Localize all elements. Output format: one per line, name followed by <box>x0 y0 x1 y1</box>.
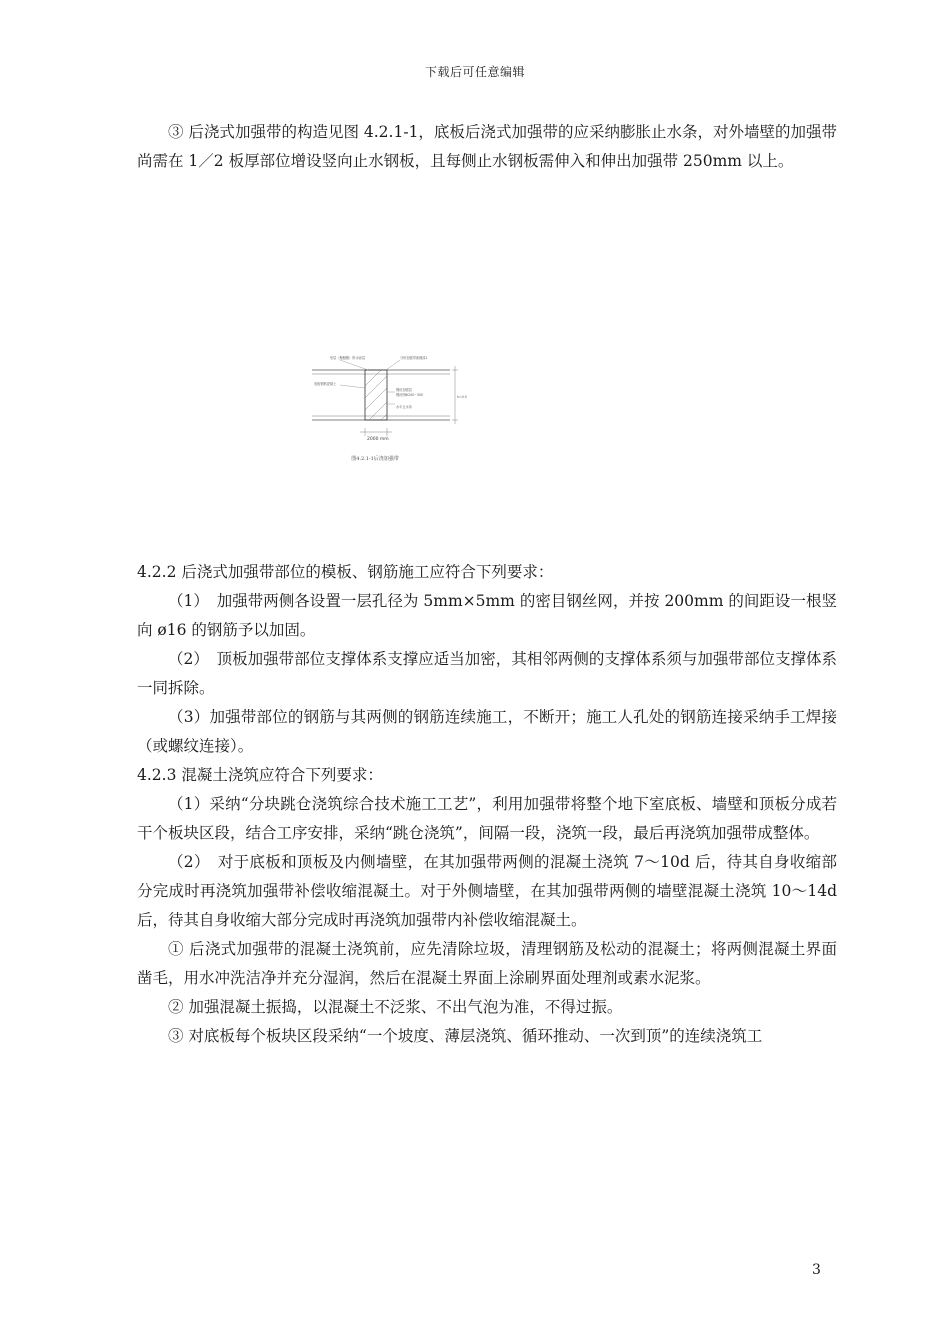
intro-block <box>137 118 837 176</box>
page-header: 下载后可任意编辑 <box>424 65 525 79</box>
list-item: （1） 加强带两侧各设置一层孔径为 5mm×5mm 的密目钢丝网，并按 200mm 的间距设一根竖向 ø16 的钢筋予以加固。 <box>137 592 837 639</box>
figure-label: 钢丝加强层 <box>396 388 412 392</box>
list-item: ③ 对底板每个板块区段采纳“一个坡度、薄层浇筑、循环推动、一次到顶”的连续浇筑工 <box>168 1027 763 1045</box>
list-item: （3）加强带部位的钢筋与其两侧的钢筋连续施工，不断开；施工人孔处的钢筋连接采纳手工焊接（或螺纹连接）。 <box>137 708 837 755</box>
section-4-2-2 <box>137 558 837 1051</box>
list-item: （2） 顶板加强带部位支撑体系支撑应适当加密，其相邻两侧的支撑体系须与加强带部位支撑体系一同拆除。 <box>137 650 837 697</box>
page-number: 3 <box>812 1262 821 1278</box>
figure-caption: 图4.2.1-1后浇加强带 <box>351 456 399 462</box>
construction-figure <box>300 352 465 472</box>
figure-drawing <box>300 352 465 452</box>
list-item: ① 后浇式加强带的混凝土浇筑前，应先清除垃圾，清理钢筋及松动的混凝土；将两侧混凝土界面凿毛，用水冲洗洁净并充分湿润，然后在混凝土界面上涂刷界面处理剂或素水泥浆。 <box>137 940 837 987</box>
figure-label: 分块加强带嵌缝漆1 <box>400 356 428 360</box>
figure-label: 底板钢筋混凝土 <box>314 382 337 386</box>
figure-label: 水平止水条 <box>396 405 412 409</box>
section-heading: 4.2.3 混凝土浇筑应符合下列要求： <box>137 766 383 784</box>
figure-dimension: 2000 mm <box>367 437 389 442</box>
figure-label: 钢丝网Φ200~300 <box>396 393 423 397</box>
figure-side-dimension: h=0.5 <box>457 395 467 399</box>
list-item: （2） 对于底板和顶板及内侧墙壁，在其加强带两侧的混凝土浇筑 7～10d 后，待其自身收缩部分完成时再浇筑加强带补偿收缩混凝土。对于外侧墙壁，在其加强带两侧的墙壁混凝土浇筑 10～14d 后，待其自身收缩大部分完成时再浇筑加强带内补偿收缩混凝土。 <box>137 853 837 929</box>
list-item: （1）采纳“分块跳仓浇筑综合技术施工工艺”，利用加强带将整个地下室底板、墙壁和顶板分成若干个板块区段，结合工序安排，采纳“跳仓浇筑”，间隔一段，浇筑一段，最后再浇筑加强带成整体。 <box>137 795 837 842</box>
section-heading: 4.2.2 后浇式加强带部位的模板、钢筋施工应符合下列要求： <box>137 563 554 581</box>
figure-label: 垫层（聚醚聚）防水涂层 <box>330 356 366 360</box>
list-item: ② 加强混凝土振捣，以混凝土不泛浆、不出气泡为准，不得过振。 <box>168 998 623 1016</box>
intro-paragraph: ③ 后浇式加强带的构造见图 4.2.1-1，底板后浇式加强带的应采纳膨胀止水条，对外墙壁的加强带尚需在 1／2 板厚部位增设竖向止水钢板，且每侧止水钢板需伸入和伸出加强带 250mm 以上。 <box>137 123 837 170</box>
